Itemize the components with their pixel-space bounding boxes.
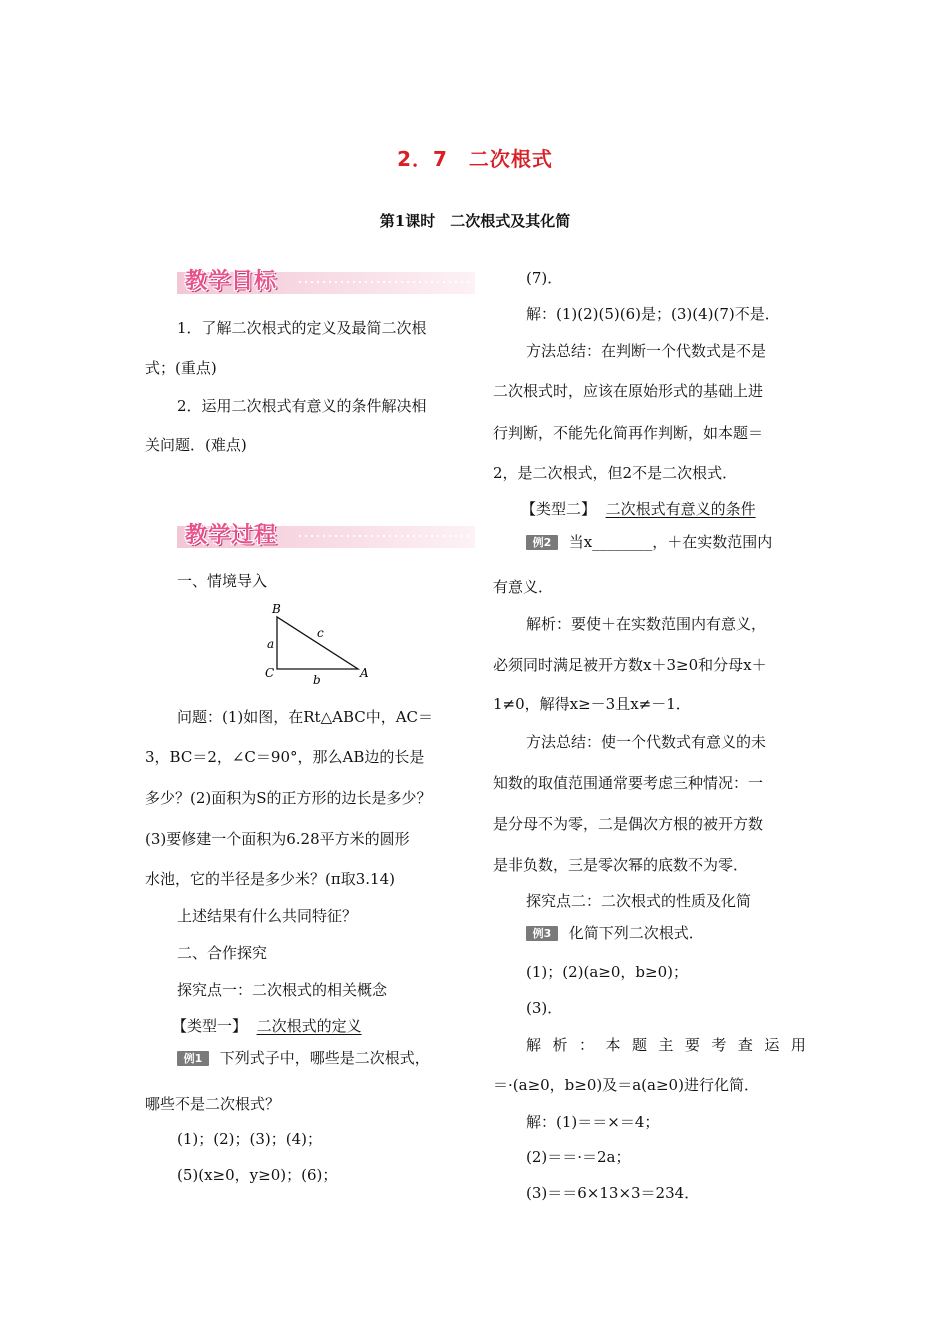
right-line-1: (7)． <box>526 269 563 287</box>
example-2-line-2: 有意义． <box>493 578 554 596</box>
example-1-line-1 <box>177 1048 430 1068</box>
banner-teaching-process <box>177 516 475 554</box>
example-text: 下列式子中，哪些是二次根式， <box>219 1049 430 1067</box>
explore-point-2: 探究点二：二次根式的性质及化简 <box>526 892 752 910</box>
example-1-line-2: 哪些不是二次根式？ <box>145 1095 281 1113</box>
example-1-items-2: (5)(x≥0，y≥0)；(6)； <box>177 1166 338 1184</box>
right-line-15: (3)． <box>526 999 563 1017</box>
goal-2-line-1: 2．运用二次根式有意义的条件解决相 <box>177 397 427 415</box>
example-text: 当x________，＋在实数范围内 <box>568 533 773 551</box>
right-line-13: 是非负数，三是零次幂的底数不为零． <box>493 856 749 874</box>
right-triangle-figure <box>260 600 380 685</box>
spaced-char: 题 <box>631 1036 647 1054</box>
type-1-heading <box>172 1016 362 1036</box>
right-line-2: 解：(1)(2)(5)(6)是；(3)(4)(7)不是． <box>526 305 780 323</box>
example-text: 化简下列二次根式． <box>568 924 704 942</box>
spaced-char: 主 <box>658 1036 674 1054</box>
right-line-6: 2，是二次根式，但2不是二次根式． <box>493 464 738 482</box>
type-title: 二次根式有意义的条件 <box>605 500 756 518</box>
right-line-5: 行判断，不能先化简再作判断，如本题＝ <box>493 424 764 442</box>
right-line-17: ＝·(a≥0，b≥0)及＝a(a≥0)进行化简． <box>493 1076 759 1094</box>
spaced-char: 析 <box>552 1036 568 1054</box>
goal-1-line-2: 式；(重点) <box>145 359 217 377</box>
question-line-6: 上述结果有什么共同特征？ <box>177 907 358 925</box>
question-line-3: 多少？(2)面积为S的正方形的边长是多少？ <box>145 789 432 807</box>
spaced-char: ： <box>578 1036 594 1054</box>
example-badge: 例1 <box>177 1051 209 1066</box>
banner-dots <box>297 535 471 537</box>
page-title: 2．7 二次根式 <box>397 147 553 171</box>
vertex-c-label: C <box>265 666 275 680</box>
example-1-items-1: (1)；(2)；(3)；(4)； <box>177 1130 322 1148</box>
question-line-5: 水池，它的半径是多少米？(π取3.14) <box>145 870 395 888</box>
right-line-8: 必须同时满足被开方数x＋3≥0和分母x＋ <box>493 656 767 674</box>
right-line-3: 方法总结：在判断一个代数式是不是 <box>526 342 767 360</box>
example-3-line-1 <box>526 923 704 943</box>
spaced-char: 本 <box>605 1036 621 1054</box>
spaced-char: 考 <box>711 1036 727 1054</box>
section-1-heading: 一、情境导入 <box>177 572 268 590</box>
right-line-14: (1)；(2)(a≥0，b≥0)； <box>526 963 688 981</box>
spaced-char: 解 <box>526 1036 542 1054</box>
goal-2-line-2: 关问题．(难点) <box>145 436 247 454</box>
banner-label: 教学过程 <box>185 523 278 548</box>
explore-point-1: 探究点一：二次根式的相关概念 <box>177 981 388 999</box>
spaced-char: 用 <box>790 1036 806 1054</box>
banner-label: 教学目标 <box>185 269 278 294</box>
type-tag: 【类型二】 <box>521 500 597 518</box>
vertex-b-label: B <box>272 602 281 616</box>
right-line-9: 1≠0，解得x≥－3且x≠－1． <box>493 695 691 713</box>
spaced-char: 运 <box>764 1036 780 1054</box>
type-title: 二次根式的定义 <box>256 1017 362 1035</box>
banner-teaching-goals <box>177 262 475 300</box>
type-tag: 【类型一】 <box>172 1017 248 1035</box>
spaced-char: 查 <box>737 1036 753 1054</box>
type-2-heading <box>521 499 756 519</box>
example-badge: 例3 <box>526 926 558 941</box>
goal-1-line-1: 1．了解二次根式的定义及最简二次根 <box>177 319 427 337</box>
question-line-1: 问题：(1)如图，在Rt△ABC中，AC＝ <box>177 708 434 726</box>
example-2-line-1 <box>526 532 772 552</box>
banner-dots <box>297 281 471 283</box>
right-line-12: 是分母不为零，二是偶次方根的被开方数 <box>493 815 764 833</box>
right-line-7: 解析：要使＋在实数范围内有意义， <box>526 615 767 633</box>
lesson-subtitle: 第1课时 二次根式及其化简 <box>379 212 571 230</box>
right-line-16 <box>526 1035 806 1055</box>
question-line-4: (3)要修建一个面积为6.28平方米的圆形 <box>145 830 410 848</box>
right-line-10: 方法总结：使一个代数式有意义的未 <box>526 733 767 751</box>
right-line-20: (3)＝＝6×13×3＝234． <box>526 1184 700 1202</box>
side-a-label: a <box>267 637 275 651</box>
side-b-label: b <box>313 673 321 685</box>
right-line-18: 解：(1)＝＝×＝4； <box>526 1113 660 1131</box>
right-line-4: 二次根式时，应该在原始形式的基础上进 <box>493 382 764 400</box>
question-line-2: 3，BC＝2，∠C＝90°，那么AB边的长是 <box>145 748 425 766</box>
vertex-a-label: A <box>360 666 369 680</box>
section-2-heading: 二、合作探究 <box>177 944 268 962</box>
right-line-19: (2)＝＝·＝2a； <box>526 1148 631 1166</box>
spaced-char: 要 <box>684 1036 700 1054</box>
example-badge: 例2 <box>526 535 558 550</box>
side-c-label: c <box>317 626 324 640</box>
right-line-11: 知数的取值范围通常要考虑三种情况：一 <box>493 774 764 792</box>
